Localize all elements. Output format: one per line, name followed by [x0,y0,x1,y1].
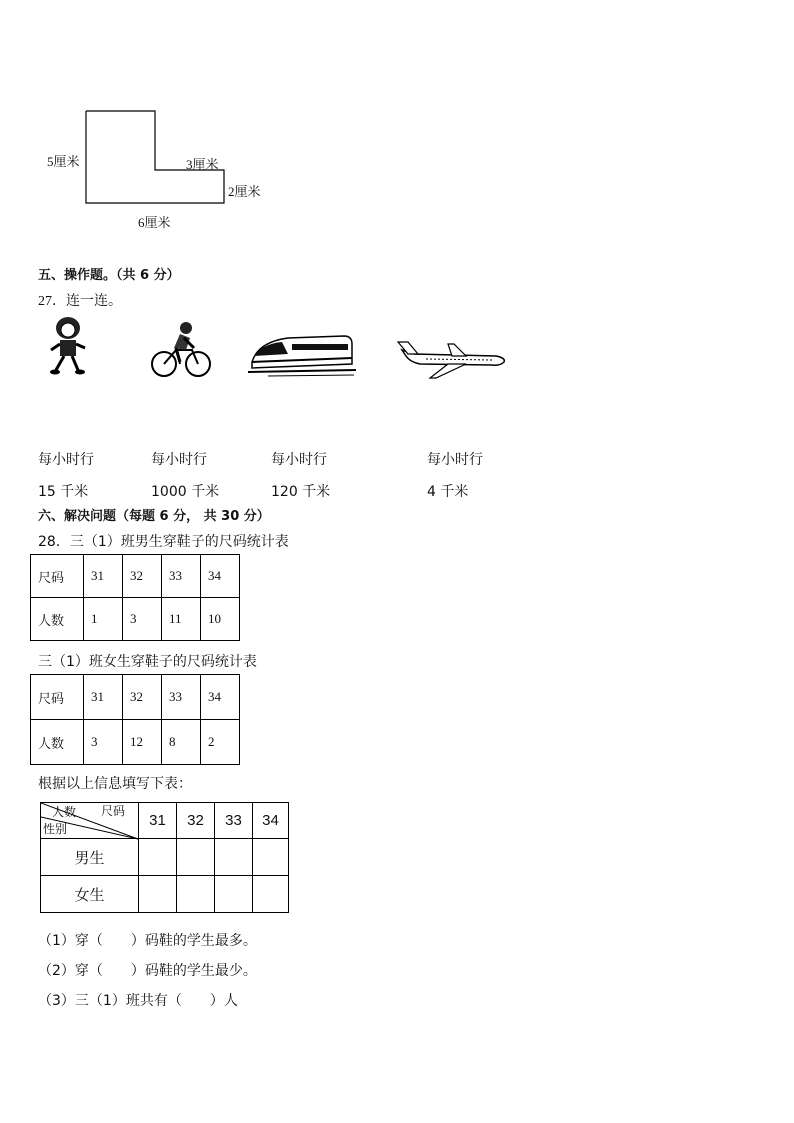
fill-blank-cell[interactable] [253,876,289,913]
boys-size-cell: 34 [201,555,240,598]
corner-label-gender: 性别 [43,822,68,836]
girls-shoe-size-table [30,674,240,765]
speed-prefix-3: 每小时行 [271,452,327,468]
boys-count-cell: 10 [201,598,240,641]
figure-label-left: 5厘米 [47,154,80,169]
boys-count-cell: 11 [162,598,201,641]
girls-count-cell: 3 [84,720,123,765]
boys-size-cell: 31 [84,555,123,598]
corner-label-count: 人数 [52,805,77,819]
fill-row-boys-label: 男生 [41,839,139,876]
diagonal-header-cell [41,803,139,839]
fill-size-header: 32 [177,803,215,839]
speed-value-3: 120 千米 [271,484,331,500]
speed-prefix-2: 每小时行 [151,452,207,468]
fill-instruction: 根据以上信息填写下表： [38,776,192,792]
girls-size-cell: 31 [84,675,123,720]
sub-question-2: （2）穿（ ）码鞋的学生最少。 [38,963,257,979]
girls-size-cell: 34 [201,675,240,720]
girls-count-cell: 2 [201,720,240,765]
fill-blank-cell[interactable] [177,839,215,876]
girls-table-title: 三（1）班女生穿鞋子的尺码统计表 [38,654,257,670]
speed-value-1: 15 千米 [38,484,89,500]
boys-count-cell: 1 [84,598,123,641]
walking-child-image [46,316,90,376]
fill-blank-cell[interactable] [139,876,177,913]
girls-size-cell: 32 [123,675,162,720]
girls-count-cell: 12 [123,720,162,765]
figure-label-right: 2厘米 [228,184,261,199]
fill-blank-cell[interactable] [215,839,253,876]
l-shape-figure [0,0,300,240]
fill-in-table [40,802,289,913]
girls-count-cell: 8 [162,720,201,765]
boys-size-cell: 32 [123,555,162,598]
girls-header-count: 人数 [31,720,84,765]
figure-label-inner: 3厘米 [186,157,219,172]
section-5-heading: 五、操作题。（共 6 分） [38,268,180,283]
fill-size-header: 31 [139,803,177,839]
cyclist-image [150,320,212,380]
corner-label-size: 尺码 [101,804,126,818]
boys-header-count: 人数 [31,598,84,641]
boys-header-size: 尺码 [31,555,84,598]
fill-size-header: 33 [215,803,253,839]
boys-count-cell: 3 [123,598,162,641]
fill-blank-cell[interactable] [177,876,215,913]
fill-row-girls-label: 女生 [41,876,139,913]
sub-question-1: （1）穿（ ）码鞋的学生最多。 [38,933,257,949]
question-27: 27．连一连。 [38,294,122,309]
airplane-image [396,338,508,380]
speed-prefix-1: 每小时行 [38,452,94,468]
fill-size-header: 34 [253,803,289,839]
figure-label-bottom: 6厘米 [138,215,171,230]
speed-value-4: 4 千米 [427,484,469,500]
fill-blank-cell[interactable] [215,876,253,913]
speed-value-2: 1000 千米 [151,484,220,500]
fill-blank-cell[interactable] [253,839,289,876]
girls-header-size: 尺码 [31,675,84,720]
sub-question-3: （3）三（1）班共有（ ）人 [38,993,238,1009]
fill-blank-cell[interactable] [139,839,177,876]
boys-shoe-size-table [30,554,240,641]
girls-size-cell: 33 [162,675,201,720]
speed-prefix-4: 每小时行 [427,452,483,468]
boys-size-cell: 33 [162,555,201,598]
question-28-title: 28．三（1）班男生穿鞋子的尺码统计表 [38,534,289,550]
train-image [248,332,358,378]
section-6-heading: 六、解决问题（每题 6 分， 共 30 分） [38,509,270,524]
